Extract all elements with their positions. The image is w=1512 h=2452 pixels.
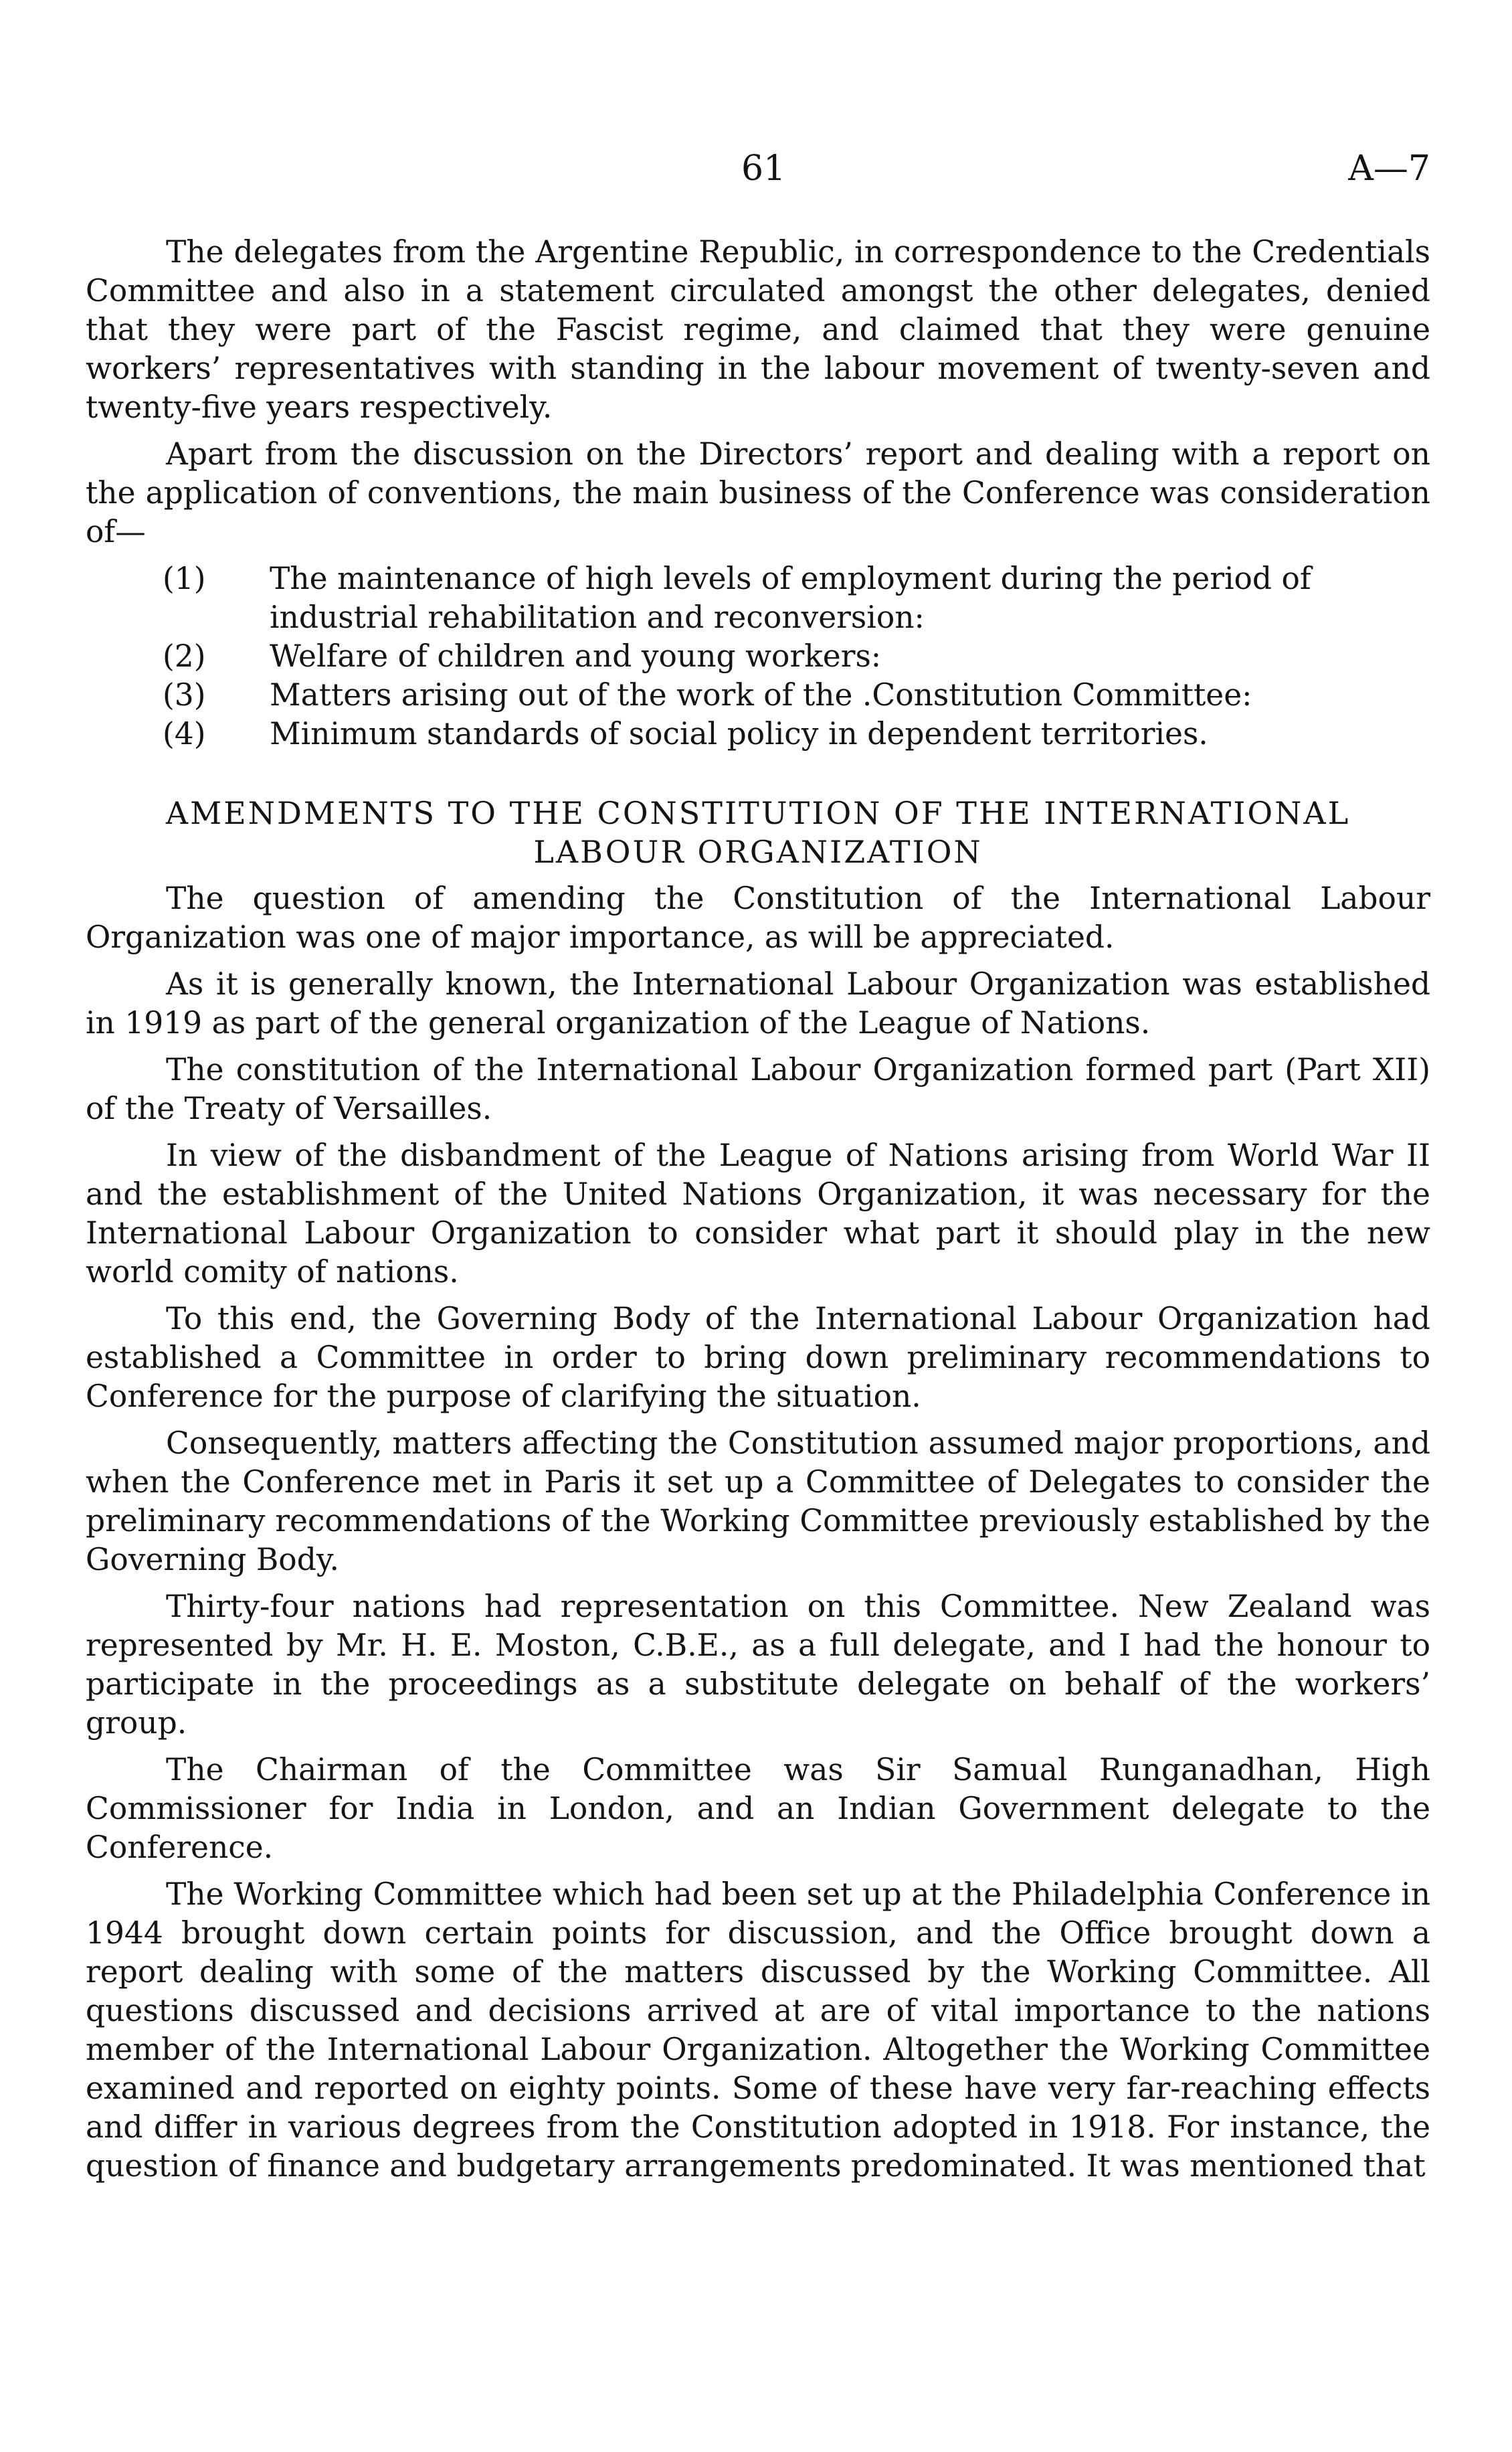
agenda-item-text: The maintenance of high levels of employment during the period of industrial rehabilitation and reconversion: xyxy=(270,561,1311,635)
agenda-item-number: (3) xyxy=(163,677,206,713)
agenda-item xyxy=(86,715,1430,754)
page-number: 61 xyxy=(741,149,786,189)
paragraph-treaty-of-versailles: The constitution of the International Labour Organization formed part (Part XII) of the Treaty of Versailles. xyxy=(86,1052,1430,1126)
paragraph-main-business: Apart from the discussion on the Directors’ report and dealing with a report on the application of conventions, the main business of the Conference was consideration of— xyxy=(86,436,1430,549)
section-heading: AMENDMENTS TO THE CONSTITUTION OF THE INTERNATIONAL LABOUR ORGANIZATION xyxy=(165,795,1351,870)
agenda-item-number: (4) xyxy=(163,716,206,752)
agenda-item-text: Welfare of children and young workers: xyxy=(270,638,882,674)
agenda-list xyxy=(86,559,1430,754)
paragraph-question-of-amending: The question of amending the Constitution of the International Labour Organization was one of major importance, as will be appreciated. xyxy=(86,881,1430,955)
paragraph-thirty-four-nations: Thirty-four nations had representation on this Committee. New Zealand was represented by Mr. H. E. Moston, C.B.E., as a full delegate, and I had the honour to participate in the proceedings as a substitute delegate on behalf of the workers’ group. xyxy=(86,1589,1430,1741)
agenda-item xyxy=(86,676,1430,715)
paragraph-working-committee: The Working Committee which had been set up at the Philadelphia Conference in 1944 brought down certain points for discussion, and the Office brought down a report dealing with some of the matters discussed by the Working Committee. All questions discussed and decisions arrived at are of vital importance to the nations member of the International Labour Organization. Altogether the Working Committee examined and reported on eighty points. Some of these have very far-reaching effects and differ in various degrees from the Constitution adopted in 1918. For instance, the question of finance and budgetary arrangements predominated. It was mentioned that xyxy=(86,1876,1430,2184)
paragraph-established-1919: As it is generally known, the International Labour Organization was established in 1919 as part of the general organization of the League of Nations. xyxy=(86,966,1430,1041)
paragraph-chairman: The Chairman of the Committee was Sir Samual Runganadhan, High Commissioner for India in London, and an Indian Government delegate to the Conference. xyxy=(86,1752,1430,1865)
page-header xyxy=(86,149,1430,195)
agenda-item-number: (1) xyxy=(163,561,206,596)
paragraph-league-disbandment: In view of the disbandment of the League of Nations arising from World War II and the establishment of the United Nations Organization, it was necessary for the International Labour Organization to consider what part it should play in the new world comity of nations. xyxy=(86,1138,1430,1290)
agenda-item xyxy=(86,637,1430,676)
agenda-item-text: Minimum standards of social policy in dependent territories. xyxy=(270,716,1208,752)
page-reference: A—7 xyxy=(1348,149,1430,189)
paragraph-argentine-delegates: The delegates from the Argentine Republic, in correspondence to the Credentials Committee and also in a statement circulated amongst the other delegates, denied that they were part of the Fascist regime, and claimed that they were genuine workers’ representatives with standing in the labour movement of twenty-seven and twenty-five years respectively. xyxy=(86,234,1430,425)
document-body xyxy=(86,233,1430,2194)
agenda-item-number: (2) xyxy=(163,638,206,674)
paragraph-governing-body: To this end, the Governing Body of the International Labour Organization had established a Committee in order to bring down preliminary recommendations to Conference for the purpose of clarifying the situation. xyxy=(86,1301,1430,1414)
agenda-item-text: Matters arising out of the work of the .Constitution Committee: xyxy=(270,677,1252,713)
paragraph-committee-of-delegates: Consequently, matters affecting the Constitution assumed major proportions, and when the Conference met in Paris it set up a Committee of Delegates to consider the preliminary recommendations of the Working Committee previously established by the Governing Body. xyxy=(86,1425,1430,1577)
agenda-item xyxy=(86,559,1430,637)
